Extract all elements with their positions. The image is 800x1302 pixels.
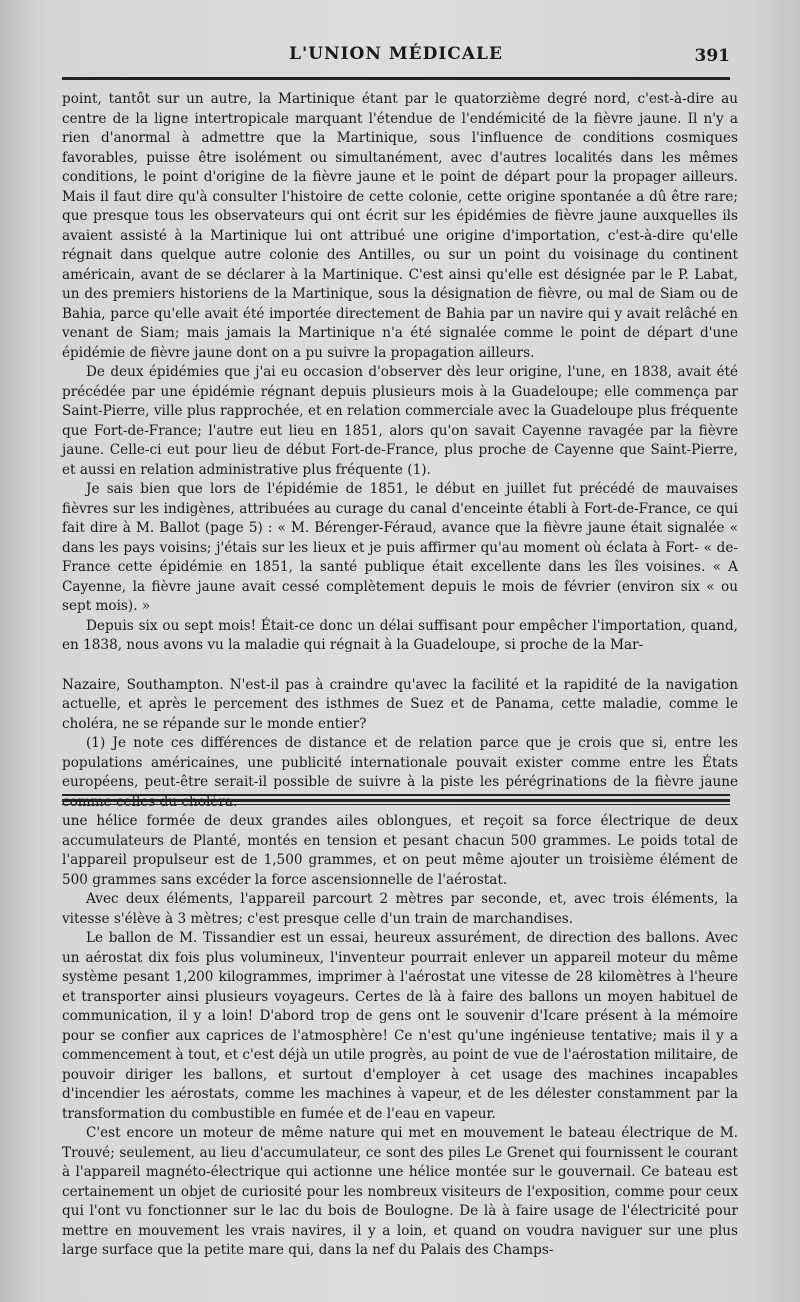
page-number: 391	[694, 46, 730, 66]
paragraph: Je sais bien que lors de l'épidémie de 1851, le début en juillet fut précédé de mauvaises fièvres sur les indigènes, attribuées au curage du canal d'enceinte établi à Fort-de-France, ce qui fait dire à M. Ballot (page 5) : « M. Bérenger-Féraud, avance que la fièvre jaune était signalée « dans les pays voisins; j'étais sur les lieux et je puis affirmer qu'au moment où éclata à Fort- « de-France cette épidémie en 1851, la santé publique était excellente dans les îles voisines. « A Cayenne, la fièvre jaune avait cessé complètement depuis le mois de février (environ six « ou sept mois). »	[62, 481, 738, 614]
journal-title: L'UNION MÉDICALE	[289, 44, 503, 64]
paragraph: Avec deux éléments, l'appareil parcourt 2 mètres par seconde, et, avec trois éléments, la vitesse s'élève à 3 mètres; c'est presque celle d'un train de marchandises.	[62, 891, 738, 927]
feuilleton-article	[62, 812, 738, 1261]
paragraph: point, tantôt sur un autre, la Martinique étant par le quatorzième degré nord, c'est-à-dire au centre de la ligne intertropicale marquant l'étendue de l'endémicité de la fièvre jaune. Il n'y a rien d'anormal à admettre que la Martinique, sous l'influence de conditions cosmiques favorables, puisse être isolément ou simultanément, avec d'autres localités dans les mêmes conditions, le point d'origine de la fièvre jaune et le point de départ pour la propager ailleurs. Mais il faut dire qu'à consulter l'histoire de cette colonie, cette origine spontanée a dû être rare; que presque tous les observateurs qui ont écrit sur les épidémies de fièvre jaune auxquelles ils avaient assisté à la Martinique lui ont attribué une origine d'importation, c'est-à-dire qu'elle régnait dans quelque autre colonie des Antilles, ou sur un point du voisinage du continent américain, avant de se déclarer à la Martinique. C'est ainsi qu'elle est désignée par le P. Labat, un des premiers historiens de la Martinique, sous la désignation de fièvre, ou mal de Siam ou de Bahia, parce qu'elle avait été importée directement de Bahia par un navire qui y avait relâché en venant de Siam; mais jamais la Martinique n'a été signalée comme le point de départ d'une épidémie de fièvre jaune dont on a pu suivre la propagation ailleurs.	[62, 91, 738, 361]
paragraph: De deux épidémies que j'ai eu occasion d'observer dès leur origine, l'une, en 1838, avait été précédée par une épidémie régnant depuis plusieurs mois à la Guadeloupe; elle commença par Saint-Pierre, ville plus rapprochée, et en relation commerciale avec la Guadeloupe plus fréquente que Fort-de-France; l'autre eut lieu en 1851, alors qu'on savait Cayenne ravagée par la fièvre jaune. Celle-ci eut pour lieu de début Fort-de-France, plus proche de Cayenne que Saint-Pierre, et aussi en relation administrative plus fréquente (1).	[62, 364, 738, 478]
paragraph: C'est encore un moteur de même nature qui met en mouvement le bateau électrique de M. Trouvé; seulement, au lieu d'accumulateur, ce sont des piles Le Grenet qui fournissent le courant à l'appareil magnéto-électrique qui actionne une hélice montée sur le gouvernail. Ce bateau est certainement un objet de curiosité pour les nombreux visiteurs de l'exposition, comme pour ceux qui l'ont vu fonctionner sur le lac du bois de Boulogne. De là à faire usage de l'électricité pour mettre en mouvement les vrais navires, il y a loin, et quand on voudra naviguer sur une plus large surface que la petite mare qui, dans la nef du Palais des Champs-	[62, 1125, 738, 1258]
column-gap	[62, 656, 738, 676]
running-header	[62, 44, 730, 74]
section-divider	[62, 794, 730, 796]
continuation-paragraph: Nazaire, Southampton. N'est-il pas à craindre qu'avec la facilité et la rapidité de la navigation actuelle, et après le percement des isthmes de Suez et de Panama, cette maladie, comme le choléra, ne se répande sur le monde entier?	[62, 676, 738, 732]
paragraph: Le ballon de M. Tissandier est un essai, heureux assurément, de direction des ballons. Avec un aérostat dix fois plus volumineux, l'inventeur pourrait enlever un appareil moteur du même système pesant 1,200 kilogrammes, imprimer à l'aérostat une vitesse de 28 kilomètres à l'heure et transporter ainsi plusieurs voyageurs. Certes de là à faire des ballons un moyen habituel de communication, il y a loin! D'abord trop de gens ont le souvenir d'Icare présent à la mémoire pour se confier aux caprices de l'atmosphère! Ce n'est qu'une ingénieuse tentative; mais il y a commencement à tout, et c'est déjà un utile progrès, au point de vue de l'aérostation militaire, de pouvoir diriger les ballons, et surtout d'employer à cet usage des machines incapables d'incendier les aérostats, comme les machines à vapeur, et de les délester constamment par la transformation du combustible en fumée et de l'eau en vapeur.	[62, 930, 738, 1122]
section-divider	[62, 799, 730, 802]
section-divider	[62, 804, 730, 805]
paragraph: Depuis six ou sept mois! Était-ce donc un délai suffisant pour empêcher l'importation, quand, en 1838, nous avons vu la maladie qui régnait à la Guadeloupe, si proche de la Mar-	[62, 617, 738, 653]
footnote: (1) Je note ces différences de distance et de relation parce que je crois que si, entre les populations américaines, une publicité internationale pouvait exister comme entre les États européens, peut-être serait-il possible de suivre à la piste les pérégrinations de la fièvre jaune	[62, 735, 738, 790]
header-rule	[62, 77, 730, 80]
paragraph: une hélice formée de deux grandes ailes oblongues, et reçoit sa force électrique de deux accumulateurs de Planté, montés en tension et pesant chacun 500 grammes. Le poids total de l'appareil propulseur est de 1,500 grammes, et on peut même ajouter un troisième élément de 500 grammes sans excéder la force ascensionnelle de l'aérostat.	[62, 813, 738, 888]
upper-article	[62, 90, 738, 812]
